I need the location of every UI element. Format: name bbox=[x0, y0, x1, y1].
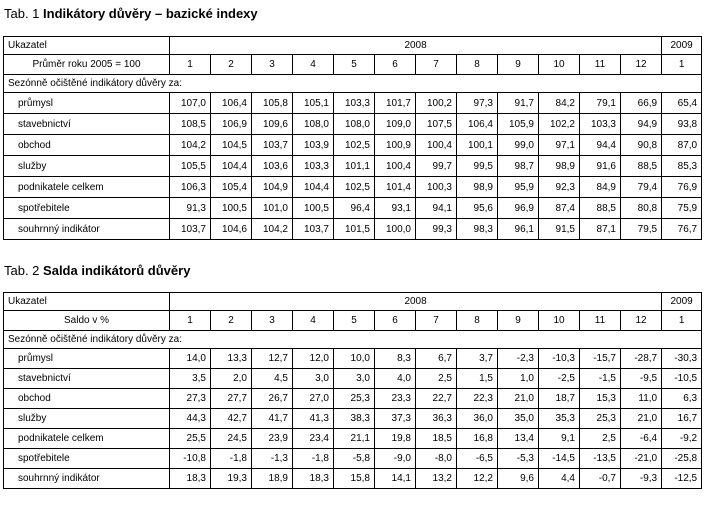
table-cell: 2,0 bbox=[211, 369, 252, 389]
table-cell: 23,9 bbox=[252, 429, 293, 449]
row-label: spotřebitele bbox=[4, 449, 170, 469]
table-cell: 101,4 bbox=[375, 177, 416, 198]
table-row bbox=[4, 449, 702, 469]
header-label: Ukazatel bbox=[4, 37, 170, 55]
month-header: 9 bbox=[498, 311, 539, 331]
table-cell: 76,7 bbox=[662, 219, 702, 240]
row-label: průmysl bbox=[4, 349, 170, 369]
table-cell: 97,3 bbox=[457, 93, 498, 114]
table-cell: 103,7 bbox=[293, 219, 334, 240]
table-cell: -28,7 bbox=[621, 349, 662, 369]
sub-label: Průměr roku 2005 = 100 bbox=[4, 55, 170, 75]
table-cell: 103,7 bbox=[252, 135, 293, 156]
table-cell: 27,0 bbox=[293, 389, 334, 409]
table-cell: 36,0 bbox=[457, 409, 498, 429]
table2-caption bbox=[4, 263, 190, 279]
table-cell: 96,4 bbox=[334, 198, 375, 219]
table-row bbox=[4, 177, 702, 198]
table-cell: 101,0 bbox=[252, 198, 293, 219]
table-cell: 100,0 bbox=[375, 219, 416, 240]
table-cell: 18,3 bbox=[293, 469, 334, 489]
table-cell: 19,3 bbox=[211, 469, 252, 489]
table-cell: 101,5 bbox=[334, 219, 375, 240]
table-cell: 99,5 bbox=[457, 156, 498, 177]
month-header: 11 bbox=[580, 311, 621, 331]
table-cell: 79,4 bbox=[621, 177, 662, 198]
table-cell: 1,5 bbox=[457, 369, 498, 389]
table-cell: 41,3 bbox=[293, 409, 334, 429]
table-cell: 104,9 bbox=[252, 177, 293, 198]
table-cell: 12,7 bbox=[252, 349, 293, 369]
month-header: 12 bbox=[621, 311, 662, 331]
table-cell: 65,4 bbox=[662, 93, 702, 114]
table-cell: -10,5 bbox=[662, 369, 702, 389]
month-header: 10 bbox=[539, 55, 580, 75]
table-cell: 96,1 bbox=[498, 219, 539, 240]
month-header: 2 bbox=[211, 55, 252, 75]
table-cell: 94,9 bbox=[621, 114, 662, 135]
table-cell: -25,8 bbox=[662, 449, 702, 469]
table-cell: -6,5 bbox=[457, 449, 498, 469]
table-cell: 106,4 bbox=[457, 114, 498, 135]
table-cell: 91,3 bbox=[170, 198, 211, 219]
table-cell: 109,6 bbox=[252, 114, 293, 135]
table-cell: 22,7 bbox=[416, 389, 457, 409]
table-cell: 25,3 bbox=[580, 409, 621, 429]
table-cell: 91,7 bbox=[498, 93, 539, 114]
month-header: 5 bbox=[334, 311, 375, 331]
row-label: podnikatele celkem bbox=[4, 177, 170, 198]
table-cell: 9,6 bbox=[498, 469, 539, 489]
table-cell: 103,9 bbox=[293, 135, 334, 156]
table-cell: 105,5 bbox=[170, 156, 211, 177]
table-cell: 42,7 bbox=[211, 409, 252, 429]
table-cell: 22,3 bbox=[457, 389, 498, 409]
table-cell: 105,8 bbox=[252, 93, 293, 114]
table-cell: 93,1 bbox=[375, 198, 416, 219]
table-cell: 108,5 bbox=[170, 114, 211, 135]
month-header: 5 bbox=[334, 55, 375, 75]
table-cell: 23,3 bbox=[375, 389, 416, 409]
table-cell: -14,5 bbox=[539, 449, 580, 469]
row-label: obchod bbox=[4, 389, 170, 409]
row-label: stavebnictví bbox=[4, 114, 170, 135]
table-cell: 9,1 bbox=[539, 429, 580, 449]
row-label: stavebnictví bbox=[4, 369, 170, 389]
table-cell: 18,3 bbox=[170, 469, 211, 489]
table-cell: -2,5 bbox=[539, 369, 580, 389]
table-cell: 2,5 bbox=[416, 369, 457, 389]
row-label: služby bbox=[4, 409, 170, 429]
table-cell: 107,0 bbox=[170, 93, 211, 114]
table-cell: -9,2 bbox=[662, 429, 702, 449]
table-cell: -5,3 bbox=[498, 449, 539, 469]
month-header: 4 bbox=[293, 55, 334, 75]
month-row bbox=[4, 311, 702, 331]
table-cell: 98,3 bbox=[457, 219, 498, 240]
row-label: služby bbox=[4, 156, 170, 177]
table-cell: -10,8 bbox=[170, 449, 211, 469]
table-cell: 85,3 bbox=[662, 156, 702, 177]
table-cell: 14,0 bbox=[170, 349, 211, 369]
table-cell: 92,3 bbox=[539, 177, 580, 198]
table-cell: 106,4 bbox=[211, 93, 252, 114]
month-header: 10 bbox=[539, 311, 580, 331]
table-cell: 94,1 bbox=[416, 198, 457, 219]
table-cell: -5,8 bbox=[334, 449, 375, 469]
table-cell: 44,3 bbox=[170, 409, 211, 429]
table-cell: 66,9 bbox=[621, 93, 662, 114]
year-2009-header: 2009 bbox=[662, 293, 702, 311]
table-cell: 21,0 bbox=[498, 389, 539, 409]
table2-caption-title: Salda indikátorů důvěry bbox=[43, 263, 191, 278]
table-cell: 91,6 bbox=[580, 156, 621, 177]
year-2008-header: 2008 bbox=[170, 37, 662, 55]
table-cell: 84,9 bbox=[580, 177, 621, 198]
table-cell: 13,2 bbox=[416, 469, 457, 489]
table-row bbox=[4, 429, 702, 449]
table-cell: 87,4 bbox=[539, 198, 580, 219]
table-cell: 75,9 bbox=[662, 198, 702, 219]
table-cell: 100,1 bbox=[457, 135, 498, 156]
table-cell: 80,8 bbox=[621, 198, 662, 219]
row-label: průmysl bbox=[4, 93, 170, 114]
table-row bbox=[4, 409, 702, 429]
table-cell: 27,7 bbox=[211, 389, 252, 409]
table-cell: 108,0 bbox=[293, 114, 334, 135]
table-cell: 21,0 bbox=[621, 409, 662, 429]
row-label: souhrnný indikátor bbox=[4, 469, 170, 489]
table-cell: 107,5 bbox=[416, 114, 457, 135]
table-cell: -9,5 bbox=[621, 369, 662, 389]
month-header: 12 bbox=[621, 55, 662, 75]
table-cell: 84,2 bbox=[539, 93, 580, 114]
header-label: Ukazatel bbox=[4, 293, 170, 311]
month-header: 1 bbox=[662, 55, 702, 75]
year-2008-header: 2008 bbox=[170, 293, 662, 311]
table-row bbox=[4, 219, 702, 240]
table-cell: 88,5 bbox=[621, 156, 662, 177]
table-cell: 79,5 bbox=[621, 219, 662, 240]
table-cell: 18,5 bbox=[416, 429, 457, 449]
table1 bbox=[3, 36, 702, 240]
table-cell: 35,0 bbox=[498, 409, 539, 429]
table-row bbox=[4, 369, 702, 389]
table-cell: 99,7 bbox=[416, 156, 457, 177]
month-header: 8 bbox=[457, 311, 498, 331]
table-cell: 100,4 bbox=[375, 156, 416, 177]
month-header: 3 bbox=[252, 311, 293, 331]
table-cell: 25,3 bbox=[334, 389, 375, 409]
month-header: 7 bbox=[416, 311, 457, 331]
table-cell: 26,7 bbox=[252, 389, 293, 409]
table-cell: 94,4 bbox=[580, 135, 621, 156]
row-label: spotřebitele bbox=[4, 198, 170, 219]
table-cell: 36,3 bbox=[416, 409, 457, 429]
table-cell: 2,5 bbox=[580, 429, 621, 449]
table-cell: 21,1 bbox=[334, 429, 375, 449]
month-header: 7 bbox=[416, 55, 457, 75]
month-row bbox=[4, 55, 702, 75]
table-cell: 3,0 bbox=[293, 369, 334, 389]
table-cell: 19,8 bbox=[375, 429, 416, 449]
table-cell: 99,3 bbox=[416, 219, 457, 240]
table-cell: 87,1 bbox=[580, 219, 621, 240]
table-cell: 102,5 bbox=[334, 177, 375, 198]
table2 bbox=[3, 292, 702, 489]
table-cell: 6,3 bbox=[662, 389, 702, 409]
table-cell: 105,9 bbox=[498, 114, 539, 135]
section-row bbox=[4, 331, 702, 349]
table-cell: 108,0 bbox=[334, 114, 375, 135]
table-cell: 104,2 bbox=[170, 135, 211, 156]
table-cell: -8,0 bbox=[416, 449, 457, 469]
table-cell: -1,8 bbox=[211, 449, 252, 469]
table-row bbox=[4, 389, 702, 409]
table-cell: -1,5 bbox=[580, 369, 621, 389]
table-cell: 102,2 bbox=[539, 114, 580, 135]
table-cell: 95,6 bbox=[457, 198, 498, 219]
table-cell: -13,5 bbox=[580, 449, 621, 469]
table-cell: 104,4 bbox=[293, 177, 334, 198]
table-cell: 23,4 bbox=[293, 429, 334, 449]
table-cell: 27,3 bbox=[170, 389, 211, 409]
table-cell: -2,3 bbox=[498, 349, 539, 369]
table-cell: 100,5 bbox=[211, 198, 252, 219]
table-row bbox=[4, 135, 702, 156]
table-cell: 14,1 bbox=[375, 469, 416, 489]
table-cell: 105,4 bbox=[211, 177, 252, 198]
table-cell: 18,9 bbox=[252, 469, 293, 489]
sub-label: Saldo v % bbox=[4, 311, 170, 331]
table-cell: 96,9 bbox=[498, 198, 539, 219]
table-cell: 15,3 bbox=[580, 389, 621, 409]
table-cell: 100,3 bbox=[416, 177, 457, 198]
table-cell: 98,9 bbox=[457, 177, 498, 198]
table-cell: 12,0 bbox=[293, 349, 334, 369]
table-cell: 4,4 bbox=[539, 469, 580, 489]
table-cell: 104,6 bbox=[211, 219, 252, 240]
table-cell: 103,3 bbox=[580, 114, 621, 135]
table-cell: 16,8 bbox=[457, 429, 498, 449]
row-label: souhrnný indikátor bbox=[4, 219, 170, 240]
table-cell: 37,3 bbox=[375, 409, 416, 429]
table-row bbox=[4, 469, 702, 489]
table-cell: 106,3 bbox=[170, 177, 211, 198]
table-cell: 100,9 bbox=[375, 135, 416, 156]
table-cell: 105,1 bbox=[293, 93, 334, 114]
month-header: 6 bbox=[375, 311, 416, 331]
table-row bbox=[4, 349, 702, 369]
table-cell: -9,3 bbox=[621, 469, 662, 489]
table-cell: -6,4 bbox=[621, 429, 662, 449]
table-cell: 100,4 bbox=[416, 135, 457, 156]
table-cell: 25,5 bbox=[170, 429, 211, 449]
table-cell: 11,0 bbox=[621, 389, 662, 409]
table-cell: -1,3 bbox=[252, 449, 293, 469]
table-cell: 10,0 bbox=[334, 349, 375, 369]
table-cell: 41,7 bbox=[252, 409, 293, 429]
section-label: Sezónně očištěné indikátory důvěry za: bbox=[4, 331, 702, 349]
month-header: 2 bbox=[211, 311, 252, 331]
table-cell: 3,5 bbox=[170, 369, 211, 389]
header-row bbox=[4, 293, 702, 311]
table-cell: 104,2 bbox=[252, 219, 293, 240]
table-cell: 13,4 bbox=[498, 429, 539, 449]
table-cell: 15,8 bbox=[334, 469, 375, 489]
table-cell: 88,5 bbox=[580, 198, 621, 219]
table-cell: -30,3 bbox=[662, 349, 702, 369]
table-cell: -21,0 bbox=[621, 449, 662, 469]
row-label: obchod bbox=[4, 135, 170, 156]
table-cell: 90,8 bbox=[621, 135, 662, 156]
table-cell: 6,7 bbox=[416, 349, 457, 369]
table-cell: -10,3 bbox=[539, 349, 580, 369]
month-header: 11 bbox=[580, 55, 621, 75]
table-cell: 4,0 bbox=[375, 369, 416, 389]
table-cell: 91,5 bbox=[539, 219, 580, 240]
section-label: Sezónně očištěné indikátory důvěry za: bbox=[4, 75, 702, 93]
table-cell: 3,7 bbox=[457, 349, 498, 369]
table-cell: 103,3 bbox=[334, 93, 375, 114]
table-cell: 100,5 bbox=[293, 198, 334, 219]
month-header: 9 bbox=[498, 55, 539, 75]
table-cell: 101,1 bbox=[334, 156, 375, 177]
table-cell: 103,7 bbox=[170, 219, 211, 240]
table-cell: 102,5 bbox=[334, 135, 375, 156]
table-row bbox=[4, 114, 702, 135]
table-cell: -1,8 bbox=[293, 449, 334, 469]
section-row bbox=[4, 75, 702, 93]
table-cell: -9,0 bbox=[375, 449, 416, 469]
table-cell: 12,2 bbox=[457, 469, 498, 489]
table-cell: 103,6 bbox=[252, 156, 293, 177]
table-cell: 93,8 bbox=[662, 114, 702, 135]
table-row bbox=[4, 198, 702, 219]
table-cell: 79,1 bbox=[580, 93, 621, 114]
table-cell: 98,9 bbox=[539, 156, 580, 177]
table1-caption-prefix: Tab. 1 bbox=[4, 6, 40, 21]
table-cell: -15,7 bbox=[580, 349, 621, 369]
table-cell: -0,7 bbox=[580, 469, 621, 489]
table-cell: 1,0 bbox=[498, 369, 539, 389]
table-cell: 104,4 bbox=[211, 156, 252, 177]
month-header: 6 bbox=[375, 55, 416, 75]
table-cell: 3,0 bbox=[334, 369, 375, 389]
table-cell: 103,3 bbox=[293, 156, 334, 177]
table-cell: -12,5 bbox=[662, 469, 702, 489]
table-cell: 101,7 bbox=[375, 93, 416, 114]
table-cell: 98,7 bbox=[498, 156, 539, 177]
table-row bbox=[4, 93, 702, 114]
table-cell: 97,1 bbox=[539, 135, 580, 156]
table-cell: 18,7 bbox=[539, 389, 580, 409]
month-header: 3 bbox=[252, 55, 293, 75]
table-cell: 99,0 bbox=[498, 135, 539, 156]
table-cell: 13,3 bbox=[211, 349, 252, 369]
table-cell: 8,3 bbox=[375, 349, 416, 369]
table-cell: 109,0 bbox=[375, 114, 416, 135]
month-header: 1 bbox=[170, 311, 211, 331]
month-header: 8 bbox=[457, 55, 498, 75]
year-2009-header: 2009 bbox=[662, 37, 702, 55]
table-cell: 104,5 bbox=[211, 135, 252, 156]
table-cell: 16,7 bbox=[662, 409, 702, 429]
table-cell: 95,9 bbox=[498, 177, 539, 198]
table-cell: 106,9 bbox=[211, 114, 252, 135]
table-cell: 100,2 bbox=[416, 93, 457, 114]
table-cell: 24,5 bbox=[211, 429, 252, 449]
header-row bbox=[4, 37, 702, 55]
row-label: podnikatele celkem bbox=[4, 429, 170, 449]
table-cell: 4,5 bbox=[252, 369, 293, 389]
table2-caption-prefix: Tab. 2 bbox=[4, 263, 40, 278]
table-row bbox=[4, 156, 702, 177]
table-cell: 87,0 bbox=[662, 135, 702, 156]
table1-caption bbox=[4, 6, 258, 22]
table1-caption-title: Indikátory důvěry – bazické indexy bbox=[43, 6, 258, 21]
month-header: 4 bbox=[293, 311, 334, 331]
table-cell: 35,3 bbox=[539, 409, 580, 429]
table-cell: 38,3 bbox=[334, 409, 375, 429]
table-cell: 76,9 bbox=[662, 177, 702, 198]
month-header: 1 bbox=[662, 311, 702, 331]
month-header: 1 bbox=[170, 55, 211, 75]
